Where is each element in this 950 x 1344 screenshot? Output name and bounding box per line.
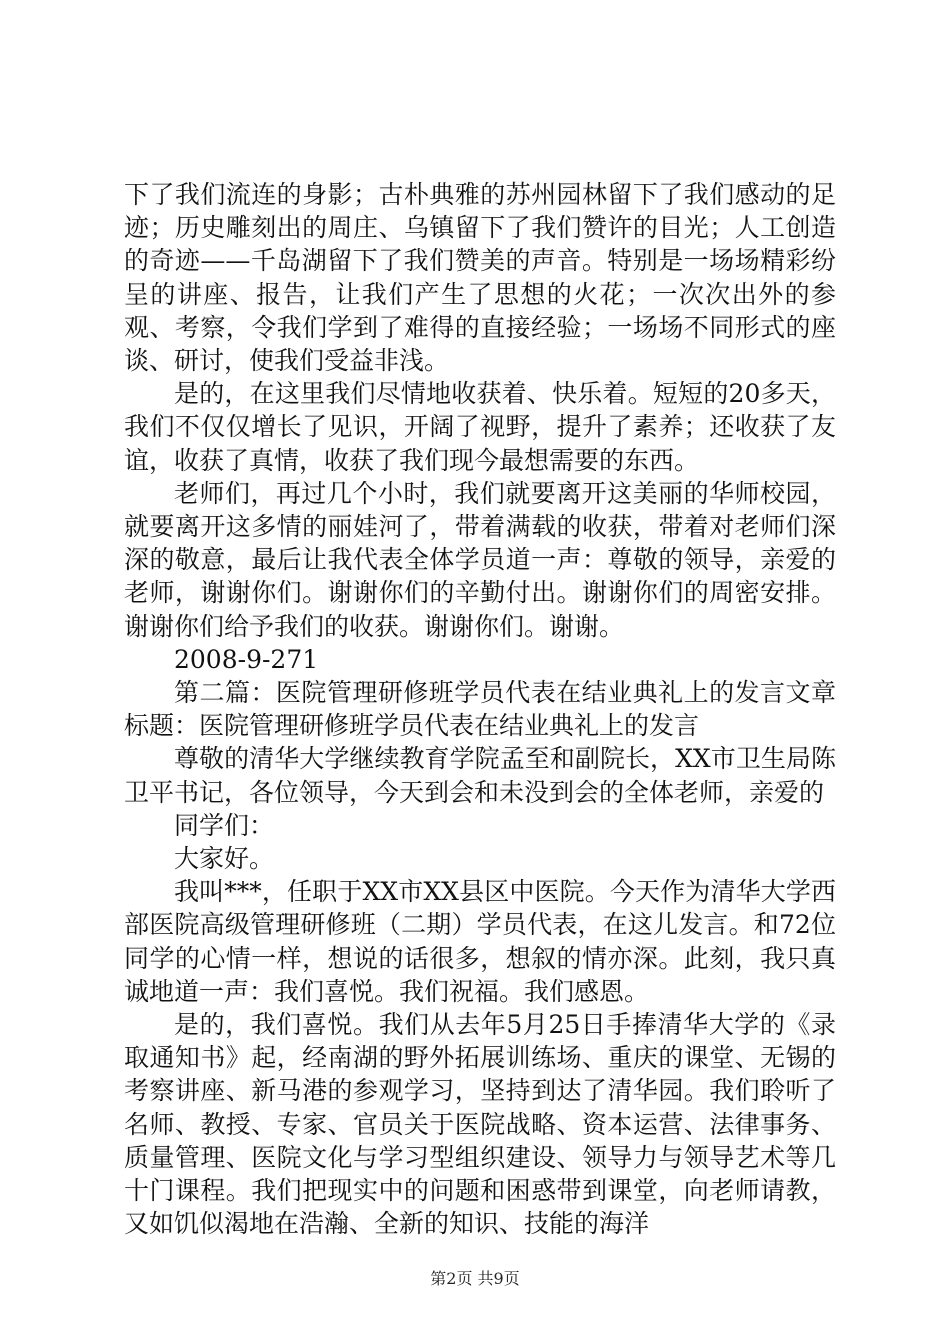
page-footer — [0, 1266, 950, 1289]
greeting: 大家好。 — [174, 844, 275, 874]
page-number: 第2页 共9页 — [430, 1269, 520, 1288]
document-body — [124, 178, 836, 1241]
paragraph-1: 下了我们流连的身影；古朴典雅的苏州园林留下了我们感动的足迹；历史雕刻出的周庄、乌镇留下了我们赞许的目光；人工创造的奇迹——千岛湖留下了我们赞美的声音。特别是一场场精彩纷呈的讲座、报告，让我们产生了思想的火花；一次次出外的参观、考察，令我们学到了难得的直接经验；一场场不同形式的座谈、研讨，使我们受益非浅。 — [124, 180, 836, 376]
paragraph-introduction: 我叫***，任职于XX市XX县区中医院。今天作为清华大学西部医院高级管理研修班（二期）学员代表，在这儿发言。和72位同学的心情一样，想说的话很多，想叙的情亦深。此刻，我只真诚地道一声：我们喜悦。我们祝福。我们感恩。 — [124, 877, 836, 1006]
salutation-classmates: 同学们： — [174, 810, 275, 840]
paragraph-joy: 是的，我们喜悦。我们从去年5月25日手捧清华大学的《录取通知书》起，经南湖的野外拓展训练场、重庆的课堂、无锡的考察讲座、新马港的参观学习，坚持到达了清华园。我们聆听了名师、教授、专家、官员关于医院战略、资本运营、法律事务、质量管理、医院文化与学习型组织建设、领导力与领导艺术等几十门课程。我们把现实中的问题和困惑带到课堂，向老师请教，又如饥似渴地在浩瀚、全新的知识、技能的海洋 — [124, 1010, 836, 1239]
paragraph-3: 老师们，再过几个小时，我们就要离开这美丽的华师校园，就要离开这多情的丽娃河了，带着满载的收获，带着对老师们深深的敬意，最后让我代表全体学员道一声：尊敬的领导，亲爱的老师，谢谢你们。谢谢你们的辛勤付出。谢谢你们的周密安排。谢谢你们给予我们的收获。谢谢你们。谢谢。 — [124, 478, 836, 641]
section-heading: 第二篇：医院管理研修班学员代表在结业典礼上的发言文章标题：医院管理研修班学员代表在结业典礼上的发言 — [124, 678, 836, 741]
date-line: 2008-9-271 — [174, 644, 319, 674]
paragraph-2: 是的，在这里我们尽情地收获着、快乐着。短短的20多天，我们不仅仅增长了见识，开阔了视野，提升了素养；还收获了友谊，收获了真情，收获了我们现今最想需要的东西。 — [124, 379, 836, 475]
salutation: 尊敬的清华大学继续教育学院孟至和副院长，XX市卫生局陈卫平书记，各位领导，今天到会和未没到会的全体老师，亲爱的 — [124, 744, 836, 807]
